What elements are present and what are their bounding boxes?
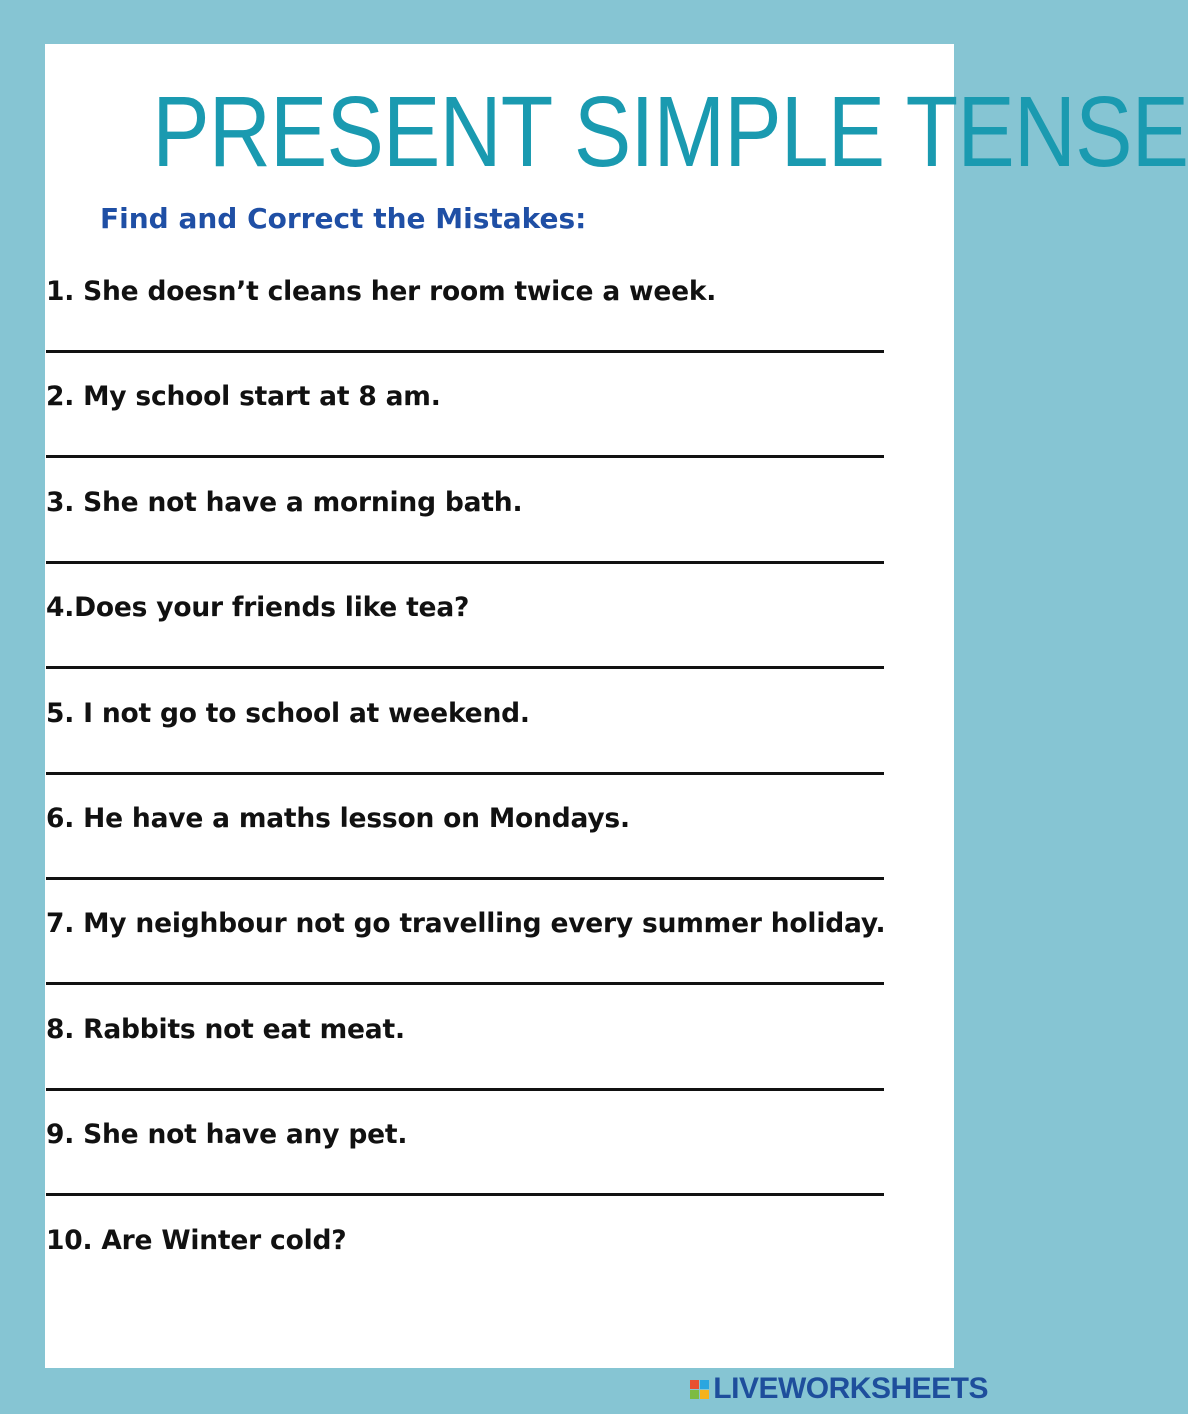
question-text: 6. He have a maths lesson on Mondays. bbox=[46, 802, 630, 834]
answer-input[interactable] bbox=[46, 350, 884, 353]
question-item bbox=[45, 377, 954, 482]
question-text: 10. Are Winter cold? bbox=[46, 1224, 347, 1256]
brand-name: LIVEWORKSHEETS bbox=[713, 1372, 988, 1405]
answer-input[interactable] bbox=[46, 1193, 884, 1196]
answer-input[interactable] bbox=[46, 772, 884, 775]
answer-input[interactable] bbox=[46, 877, 884, 880]
answer-input[interactable] bbox=[46, 982, 884, 985]
worksheet-title: PRESENT SIMPLE TENSE bbox=[152, 76, 1188, 188]
question-text: 2. My school start at 8 am. bbox=[46, 381, 441, 413]
liveworksheets-brand[interactable] bbox=[690, 1372, 988, 1406]
answer-input[interactable] bbox=[46, 1088, 884, 1091]
liveworksheets-logo-icon bbox=[690, 1380, 709, 1399]
question-text: 9. She not have any pet. bbox=[46, 1119, 408, 1151]
question-item bbox=[45, 483, 954, 588]
question-item bbox=[45, 272, 954, 377]
worksheet-page bbox=[45, 44, 1188, 1368]
question-item bbox=[45, 1221, 954, 1326]
question-item bbox=[45, 694, 954, 799]
question-item bbox=[45, 1010, 954, 1115]
question-item bbox=[45, 799, 954, 904]
question-text: 3. She not have a morning bath. bbox=[46, 486, 523, 518]
question-text: 8. Rabbits not eat meat. bbox=[46, 1013, 405, 1045]
answer-input[interactable] bbox=[46, 455, 884, 458]
question-text: 7. My neighbour not go travelling every summer holiday. bbox=[46, 908, 886, 940]
question-text: 4.Does your friends like tea? bbox=[46, 592, 470, 624]
question-text: 5. I not go to school at weekend. bbox=[46, 697, 530, 729]
question-item bbox=[45, 904, 954, 1009]
question-text: 1. She doesn’t cleans her room twice a week. bbox=[46, 276, 717, 307]
answer-input[interactable] bbox=[46, 561, 884, 564]
question-item bbox=[45, 1115, 954, 1220]
answer-input[interactable] bbox=[46, 666, 884, 669]
question-list bbox=[45, 272, 954, 1326]
worksheet-instruction: Find and Correct the Mistakes: bbox=[100, 202, 587, 235]
question-item bbox=[45, 588, 954, 693]
